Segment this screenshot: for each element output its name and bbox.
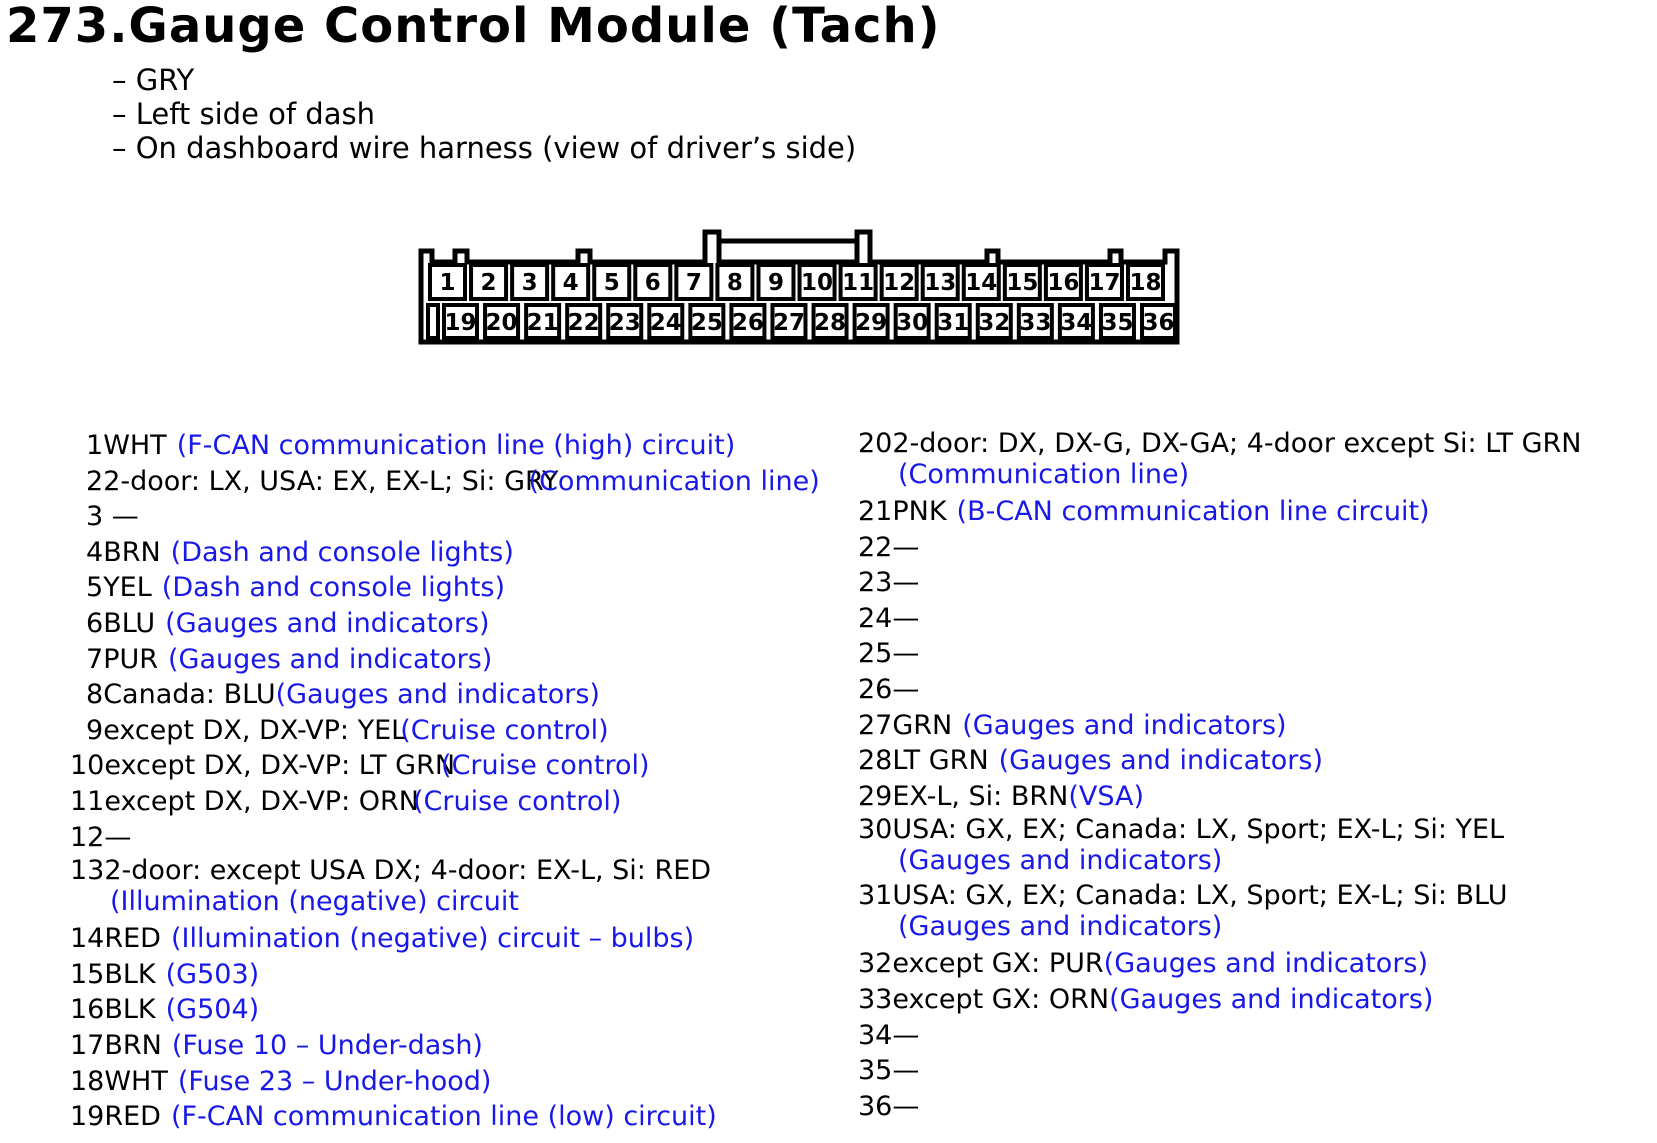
pin-cavity: [428, 305, 438, 338]
pin-row-13: 132-door: except USA DX; 4-door: EX-L, Si: RED (Illumination (negative) circuit: [70, 855, 712, 918]
pin-number: 7: [685, 270, 702, 296]
connector-diagram: [0, 0, 1657, 400]
pin-number: 25: [690, 310, 723, 336]
pin-row-26: 26—: [858, 673, 920, 705]
pin-number: 12: [883, 270, 916, 296]
pin-list-left: [70, 428, 820, 1135]
pin-number: 28: [814, 310, 847, 336]
pin-number: 17: [1088, 270, 1121, 296]
pin-number: 10: [801, 270, 834, 296]
pin-list-right: [858, 428, 1582, 1124]
pin-row-21: 21PNK (B-CAN communication line circuit): [858, 496, 1430, 527]
pin-row-16: 16BLK (G504): [70, 994, 260, 1026]
pin-number: 21: [526, 310, 559, 336]
page-title: 273.Gauge Control Module (Tach): [6, 0, 941, 54]
pin-row-7: 7PUR (Gauges and indicators): [86, 643, 493, 675]
pin-number: 14: [965, 270, 998, 296]
pin-number: 24: [649, 310, 682, 336]
pin-row-27: 27GRN (Gauges and indicators): [858, 709, 1287, 741]
pin-row-30: 30USA: GX, EX; Canada: LX, Sport; EX-L; Si: YEL (Gauges and indicators): [858, 814, 1505, 877]
pin-number: 19: [444, 310, 477, 336]
pin-row-10: 10except DX, DX-VP: LT GRN(Cruise control): [70, 750, 650, 782]
pin-number: 36: [1142, 310, 1175, 336]
note-color: – GRY: [112, 63, 195, 97]
pin-number: 32: [978, 310, 1011, 336]
note-harness: – On dashboard wire harness (view of driver’s side): [112, 131, 857, 165]
pin-row-23: 23—: [858, 567, 920, 599]
pin-number: 18: [1129, 270, 1162, 296]
pin-number: 15: [1006, 270, 1039, 296]
pin-row-3: 3 —: [86, 501, 139, 533]
pin-number: 8: [726, 270, 743, 296]
pin-row-24: 24—: [858, 602, 920, 634]
pin-number: 35: [1101, 310, 1134, 336]
pin-row-28: 28LT GRN (Gauges and indicators): [858, 745, 1323, 777]
pin-row-34: 34—: [858, 1019, 920, 1051]
pin-row-12: 12—: [70, 821, 132, 853]
pin-row-18: 18WHT (Fuse 23 – Under-hood): [70, 1065, 492, 1097]
pin-number: 5: [603, 270, 620, 296]
pin-number: 31: [937, 310, 970, 336]
pin-row-17: 17BRN (Fuse 10 – Under-dash): [70, 1029, 483, 1061]
pin-row-6: 6BLU (Gauges and indicators): [86, 607, 490, 639]
connector-top-row: [430, 265, 1163, 299]
pin-row-20: 202-door: DX, DX-G, DX-GA; 4-door except Si: LT GRN (Communication line): [858, 428, 1582, 490]
pin-number: 26: [731, 310, 764, 336]
note-location: – Left side of dash: [112, 97, 375, 131]
pin-number: 27: [772, 310, 805, 336]
pin-row-33: 33except GX: ORN(Gauges and indicators): [858, 983, 1434, 1015]
pin-number: 9: [767, 270, 784, 296]
pin-number: 6: [644, 270, 661, 296]
pin-row-11: 11except DX, DX-VP: ORN(Cruise control): [70, 785, 622, 817]
pin-row-31: 31USA: GX, EX; Canada: LX, Sport; EX-L; Si: BLU (Gauges and indicators): [858, 880, 1508, 943]
pin-row-35: 35—: [858, 1055, 920, 1087]
pin-number: 34: [1060, 310, 1093, 336]
pin-number: 20: [485, 310, 518, 336]
pin-row-14: 14RED (Illumination (negative) circuit – bulbs): [70, 923, 695, 955]
pin-number: 4: [562, 270, 579, 296]
pin-number: 3: [521, 270, 538, 296]
pin-row-9: 9except DX, DX-VP: YEL(Cruise control): [86, 714, 609, 746]
pin-number: 13: [924, 270, 957, 296]
pin-number: 29: [855, 310, 888, 336]
pin-row-1: 1WHT (F-CAN communication line (high) circuit): [86, 430, 736, 461]
pin-number: 1: [439, 270, 456, 296]
pin-number: 2: [480, 270, 497, 296]
pin-number: 16: [1047, 270, 1080, 296]
pin-row-32: 32except GX: PUR(Gauges and indicators): [858, 948, 1429, 980]
pin-row-15: 15BLK (G503): [70, 958, 260, 990]
pin-number: 22: [567, 310, 600, 336]
pin-row-36: 36—: [858, 1090, 920, 1122]
connector-bottom-row: [428, 305, 1175, 338]
pin-number: 33: [1019, 310, 1052, 336]
pin-row-29: 29EX-L, Si: BRN(VSA): [858, 780, 1144, 812]
pin-row-25: 25—: [858, 638, 920, 670]
pin-row-19: 19RED (F-CAN communication line (low) circuit): [70, 1101, 717, 1133]
pin-number: 11: [842, 270, 875, 296]
pin-row-22: 22—: [858, 531, 920, 563]
pin-row-5: 5YEL (Dash and console lights): [86, 572, 506, 604]
pin-number: 30: [896, 310, 929, 336]
pin-number: 23: [608, 310, 641, 336]
pin-row-4: 4BRN (Dash and console lights): [86, 536, 514, 568]
pin-row-8: 8Canada: BLU(Gauges and indicators): [86, 679, 600, 711]
pin-row-2: 22-door: LX, USA: EX, EX-L; Si: GRY(Communication line): [86, 465, 820, 497]
